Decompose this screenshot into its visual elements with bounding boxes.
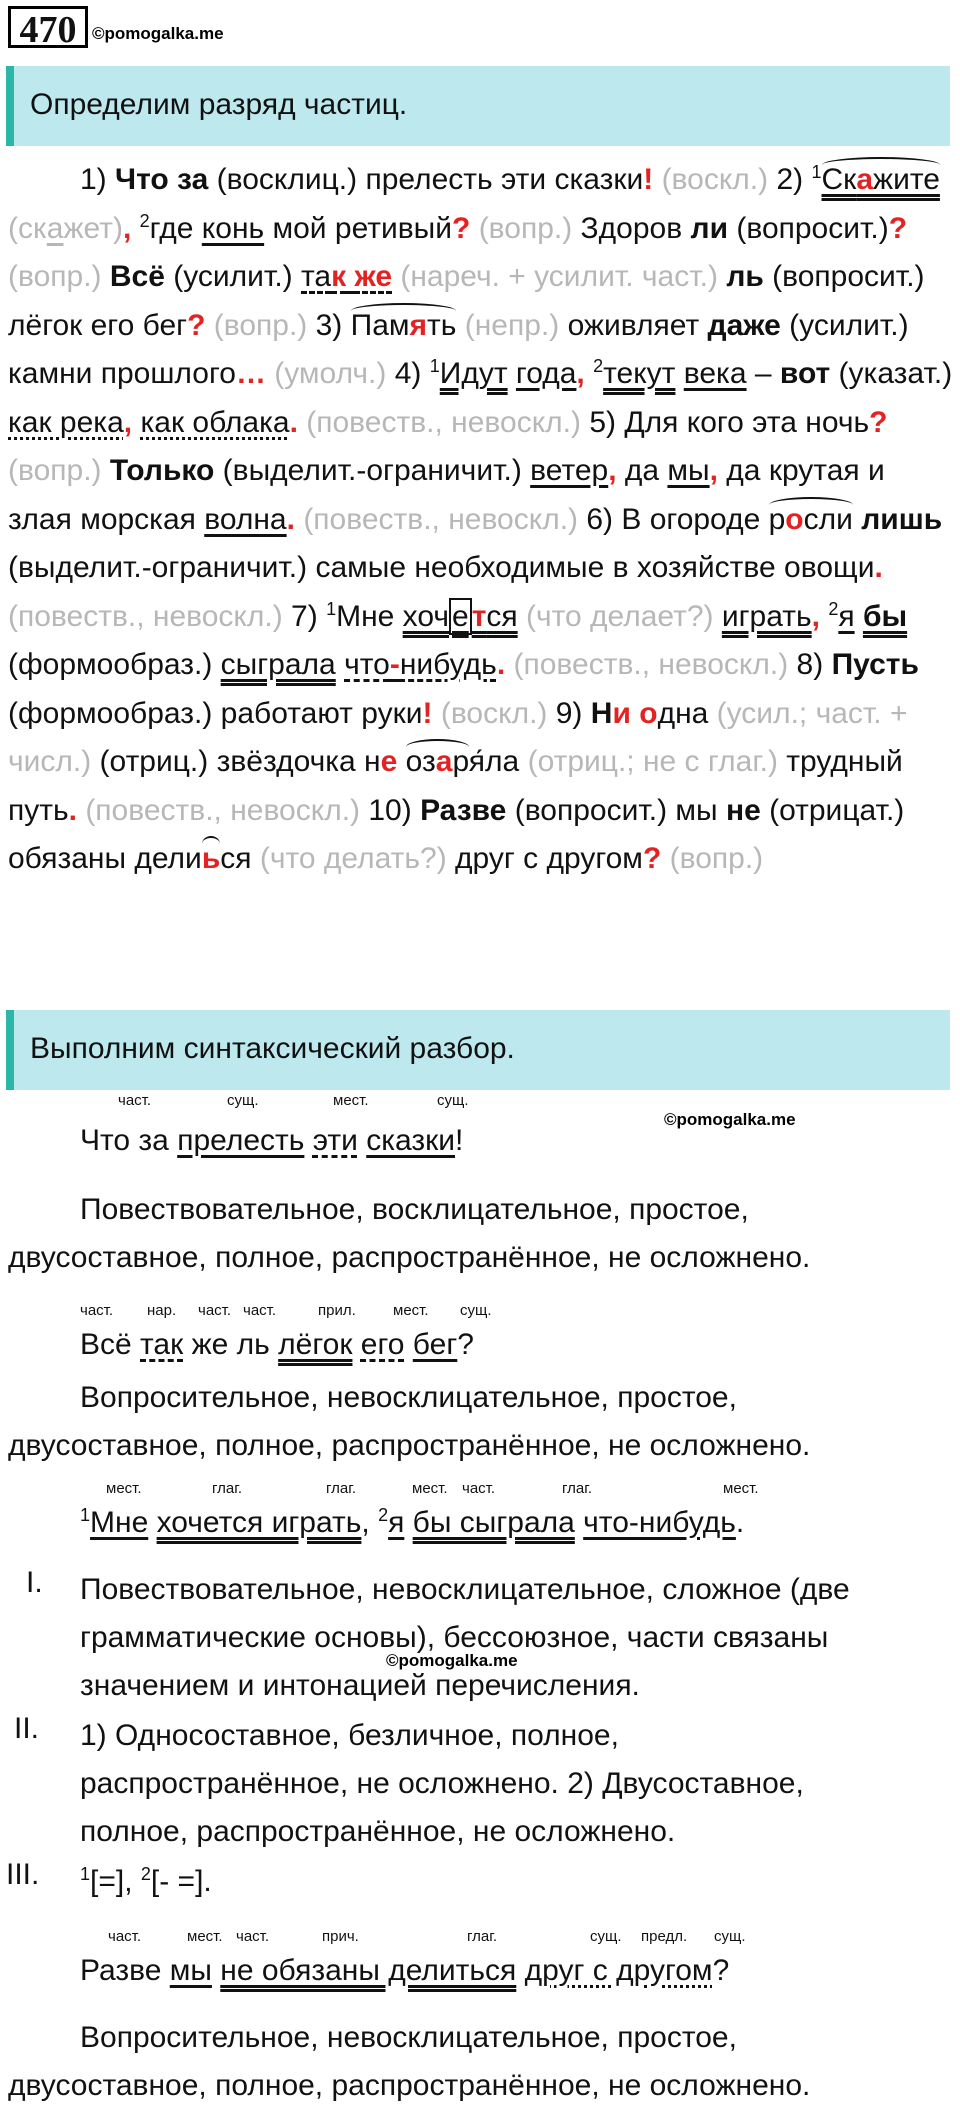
pos-tag: част. [198,1302,232,1319]
section-header-syntax [6,1010,950,1090]
pos-tag: мест. [333,1092,369,1109]
pos-tag: прил. [318,1302,356,1319]
desc-line: двусоставное, полное, распространённое, не осложнено. [8,2069,811,2102]
pos-tag: сущ. [437,1092,469,1109]
pos-tag: глаг. [326,1480,357,1497]
desc-line: грамматические основы), бессоюзное, части связаны [80,1621,829,1654]
desc-line: двусоставное, полное, распространённое, не осложнено. [8,1429,811,1462]
desc-line: полное, распространённое, не осложнено. [80,1815,676,1848]
pos-tag: част. [462,1480,496,1497]
pos-tag: част. [80,1302,114,1319]
pos-tags-s2 [0,1302,960,1322]
watermark-top: ©pomogalka.me [92,24,224,43]
analysis-item-3: $^1$[=], $^2$[- =]. [80,1864,212,1898]
desc-line: значением и интонацией перечисления. [80,1669,640,1702]
pos-tag: част. [243,1302,277,1319]
exercise-number: 470 [8,6,88,48]
pos-tag: предл. [641,1928,688,1945]
sentence-2: Всё так же ль лёгок его бег? [80,1328,474,1361]
desc-line: распространённое, не осложнено. 2) Двусоставное, [80,1767,804,1800]
roman-numeral: I. [26,1566,43,1599]
analysis-item-1 [80,1566,950,1710]
pos-tag: глаг. [562,1480,593,1497]
pos-tags-s4 [0,1928,960,1948]
pos-tag: сущ. [714,1928,746,1945]
desc-line: двусоставное, полное, распространённое, не осложнено. [8,1241,811,1274]
section-title-syntax: Выполним синтаксический разбор. [30,1032,515,1065]
desc-line: Повествовательное, невосклицательное, сложное (две [80,1573,850,1606]
analysis-item-2 [80,1712,950,1856]
pos-tags-s3 [0,1480,960,1500]
scheme-2: [- =]. [150,1865,212,1898]
scheme-1: [=], [90,1865,141,1898]
section-title-particles: Определим разряд частиц. [30,88,408,121]
pos-tag: част. [118,1092,152,1109]
sentence-1-description [8,1186,953,1282]
pos-tag: сущ. [460,1302,492,1319]
pos-tags-s1 [0,1092,960,1112]
watermark-mid: ©pomogalka.me [664,1110,796,1129]
pos-tag: мест. [412,1480,448,1497]
pos-tag: част. [108,1928,142,1945]
pos-tag: сущ. [227,1092,259,1109]
desc-line: 1) Односоставное, безличное, полное, [80,1719,619,1752]
sentence-3: $^1$Мне хочется играть, $^2$я бы сыграла что-нибудь. [80,1505,745,1539]
desc-line: Вопросительное, невосклицательное, простое, [80,2021,737,2054]
sentence-1: Что за прелесть эти сказки! [80,1124,464,1157]
desc-line: Вопросительное, невосклицательное, простое, [80,1381,737,1414]
pos-tag: нар. [147,1302,177,1319]
sentence-4-description [8,2014,953,2110]
pos-tag: част. [236,1928,270,1945]
sentence-2-description [8,1374,953,1470]
particles-analysis-text: 1) Что за (восклиц.) прелесть эти сказки! (воскл.) 2) $^1$Скажите (скажет), $^2$где конь мой ретивый? (вопр.) Здоров ли (вопросит.)? (вопр.) Всё (усилит.) так же (нареч. + усилит. част.) ль (вопросит.) лёгок его бег? (вопр.) 3) Память (непр.) оживляет даже (усилит.) камни прошлого… (умолч.) 4) $^1$Идут года, $^2$текут века – вот (указат.) как река, как облака. (повеств., невоскл.) 5) Для кого эта ночь? (вопр.) Только (выделит.-ограничит.) ветер, да мы, да крутая и злая морская волна. (повеств., невоскл.) 6) В огороде росли лишь (выделит.-ограничит.) самые необходимые в хозяйстве овощи. (повеств., невоскл.) 7) $^1$Мне хоч е тся (что делает?) играть, $^2$я бы (формообраз.) сыграла что-нибудь. (повеств., невоскл.) 8) Пусть (формообраз.) работают руки! (воскл.) 9) Ни одна (усил.; част. + числ.) (отриц.) звёздочка не озаря́ла (отриц.; не с глаг.) трудный путь. (повеств., невоскл.) 10) Разве (вопросит.) мы не (отрицат.) обязаны делиься (что делать?) друг с другом? (вопр.) [8,162,953,875]
watermark-lower: ©pomogalka.me [386,1651,518,1670]
pos-tag: глаг. [467,1928,498,1945]
pos-tag: мест. [723,1480,759,1497]
pos-tag: глаг. [212,1480,243,1497]
section-header-particles [6,66,950,146]
roman-numeral: II. [14,1712,40,1745]
pos-tag: мест. [393,1302,429,1319]
pos-tag: мест. [187,1928,223,1945]
pos-tag: прич. [322,1928,359,1945]
pos-tag: сущ. [590,1928,622,1945]
roman-numeral: III. [6,1858,40,1891]
desc-line: Повествовательное, восклицательное, простое, [80,1193,749,1226]
pos-tag: мест. [106,1480,142,1497]
sentence-4: Разве мы не обязаны делиться друг с другом? [80,1954,730,1987]
